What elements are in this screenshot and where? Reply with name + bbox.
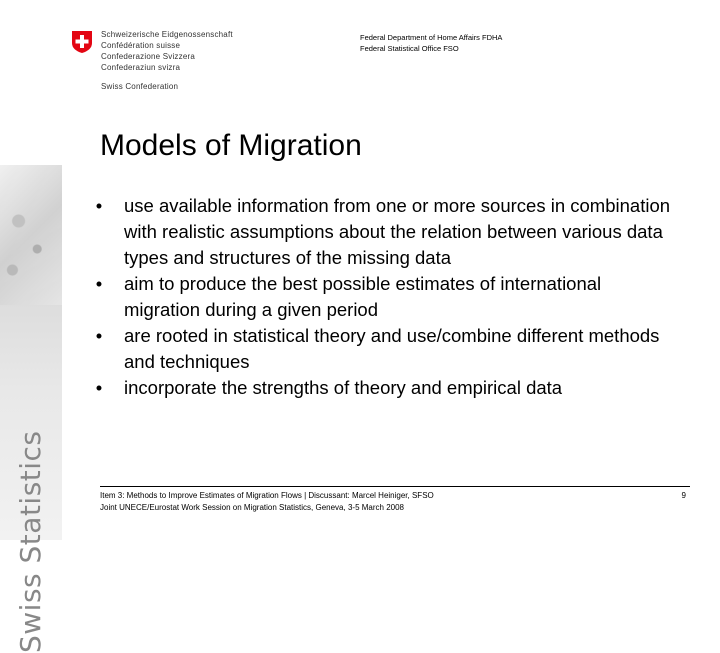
- bullet-glyph: •: [95, 377, 103, 398]
- bullet-item: [92, 323, 672, 375]
- bullet-text: aim to produce the best possible estimates of international migration during a given period: [124, 273, 602, 320]
- department-name: Federal Department of Home Affairs FDHA: [360, 33, 503, 42]
- sidebar-decoration: [0, 165, 62, 653]
- footer-divider: [100, 486, 690, 487]
- bullet-glyph: •: [95, 195, 103, 216]
- bullet-item: [92, 193, 672, 271]
- bullet-item: [92, 375, 672, 401]
- bullet-glyph: •: [95, 273, 103, 294]
- bullet-list: [92, 193, 672, 401]
- swiss-cross-icon: [70, 30, 94, 54]
- bullet-glyph: •: [95, 325, 103, 346]
- slide-title: Models of Migration: [100, 129, 362, 162]
- confederation-names: [101, 29, 241, 92]
- bullet-item: [92, 271, 672, 323]
- bullet-text: are rooted in statistical theory and use/combine different methods and techniques: [124, 325, 660, 372]
- confederation-name-it: Confederazione Svizzera: [101, 52, 195, 61]
- bullet-text: incorporate the strengths of theory and empirical data: [124, 377, 563, 398]
- footer-line-2: Joint UNECE/Eurostat Work Session on Migration Statistics, Geneva, 3-5 March 2008: [100, 503, 404, 512]
- sidebar-photo: [0, 165, 62, 305]
- department-info: [360, 32, 502, 54]
- sidebar-vertical-text: Swiss Statistics: [14, 430, 47, 653]
- footer: [100, 490, 434, 514]
- confederation-name-en: Swiss Confederation: [101, 82, 179, 91]
- confederation-name-rm: Confederaziun svizra: [101, 63, 181, 72]
- page-number: 9: [681, 491, 686, 500]
- footer-line-1: Item 3: Methods to Improve Estimates of Migration Flows | Discussant: Marcel Heiniger, SFSO: [100, 491, 434, 500]
- confederation-name-fr: Confédération suisse: [101, 41, 181, 50]
- bullet-text: use available information from one or more sources in combination with realistic assumptions about the relation between various data types and structures of the missing data: [124, 195, 671, 268]
- office-name: Federal Statistical Office FSO: [360, 44, 459, 53]
- confederation-name-de: Schweizerische Eidgenossenschaft: [101, 30, 233, 39]
